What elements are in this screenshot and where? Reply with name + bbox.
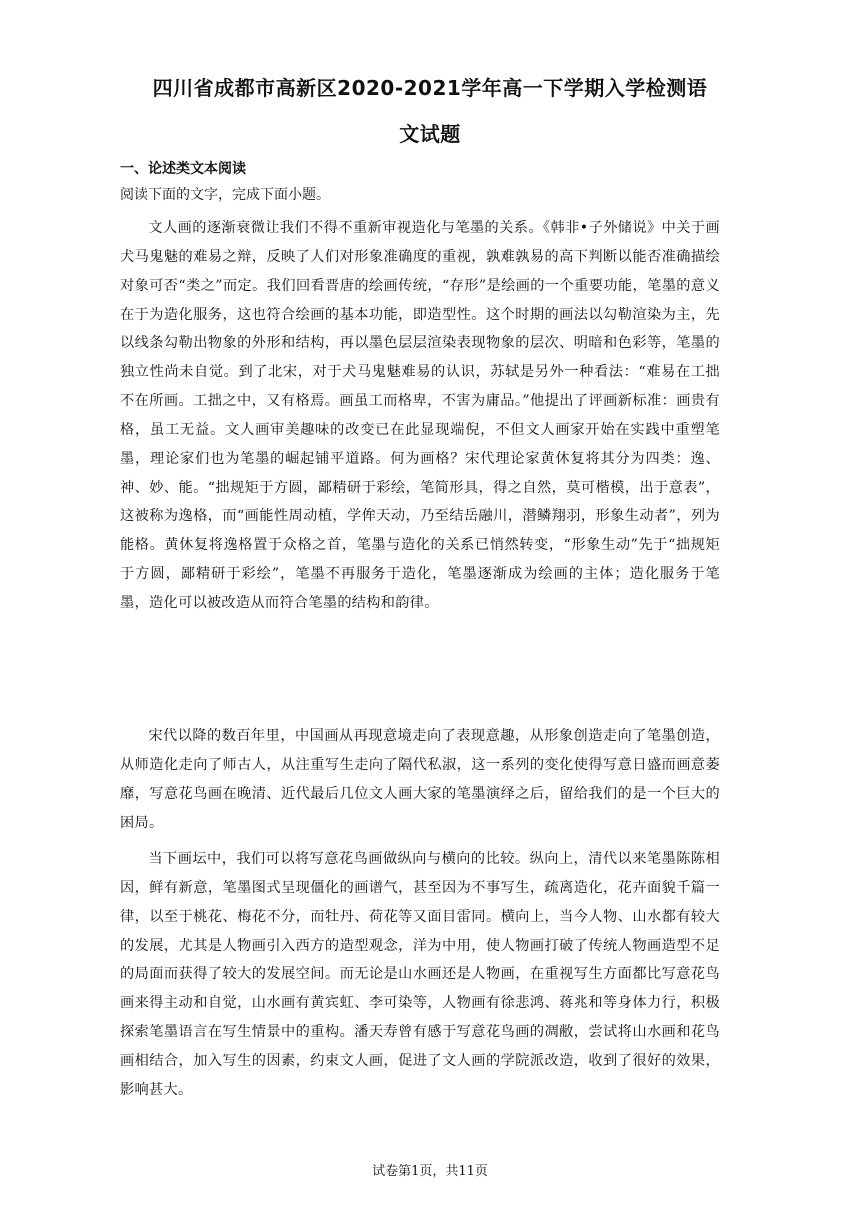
passage-paragraph-1: 文人画的逐渐衰微让我们不得不重新审视造化与笔墨的关系。《韩非•子外储说》中关于画犬马鬼魅的难易之辩，反映了人们对形象准确度的重视，孰难孰易的高下判断以能否准确描绘对象可否“类之”而定。我们回看晋唐的绘画传统，“存形”是绘画的一个重要功能，笔墨的意义在于为造化服务，这也符合绘画的基本功能，即造型性。这个时期的画法以勾勒渲染为主，先以线条勾勒出物象的外形和结构，再以墨色层层渲染表现物象的层次、明暗和色彩等，笔墨的独立性尚未自觉。到了北宋，对于犬马鬼魅难易的认识，苏轼是另外一种看法：“难易在工拙不在所画。工拙之中，又有格焉。画虽工而格卑，不害为庸品。”他提出了评画新标准：画贵有格，虽工无益。文人画审美趣味的改变已在此显现端倪，不但文人画家开始在实践中重塑笔墨，理论家们也为笔墨的崛起铺平道路。何为画格？宋代理论家黄休复将其分为四类：逸、神、妙、能。“拙规矩于方圆，鄙精研于彩绘，笔简形具，得之自然，莫可楷模，出于意表”，这被称为逸格，而“画能性周动植，学侔天动，乃至结岳融川，潜鳞翔羽，形象生动者”，列为能格。黄休复将逸格置于众格之首，笔墨与造化的关系已悄然转变，“形象生动”先于“拙规矩于方圆，鄙精研于彩绘”，笔墨不再服务于造化，笔墨逐渐成为绘画的主体；造化服务于笔墨，造化可以被改造从而符合笔墨的结构和韵律。 [120, 220, 720, 611]
section-heading: 一、论述类文本阅读 [120, 161, 246, 177]
passage-paragraph-3: 当下画坛中，我们可以将写意花鸟画做纵向与横向的比较。纵向上，清代以来笔墨陈陈相因，鲜有新意，笔墨图式呈现僵化的画谱气，甚至因为不事写生，疏离造化，花卉面貌千篇一律，以至于桃花、梅花不分，而牡丹、荷花等又面目雷同。横向上，当今人物、山水都有较大的发展，尤其是人物画引入西方的造型观念，洋为中用，使人物画打破了传统人物画造型不足的局面而获得了较大的发展空间。而无论是山水画还是人物画，在重视写生方面都比写意花鸟画来得主动和自觉，山水画有黄宾虹、李可染等，人物画有徐悲鸿、蒋兆和等身体力行，积极探索笔墨语言在写生情景中的重构。潘天寿曾有感于写意花鸟画的凋敝，尝试将山水画和花鸟画相结合，加入写生的因素，约束文人画，促进了文人画的学院派改造，收到了很好的效果，影响甚大。 [120, 851, 720, 1098]
exam-title-line-2: 文试题 [399, 122, 461, 146]
reading-instruction: 阅读下面的文字，完成下面小题。 [120, 187, 330, 203]
passage-paragraph-2: 宋代以降的数百年里，中国画从再现意境走向了表现意趣，从形象创造走向了笔墨创造，从师造化走向了师古人，从注重写生走向了隔代私淑，这一系列的变化使得写意日盛而画意萎靡，写意花鸟画在晚清、近代最后几位文人画大家的笔墨演绎之后，留给我们的是一个巨大的困局。 [120, 728, 720, 831]
exam-title-line-1: 四川省成都市高新区2020-2021学年高一下学期入学检测语 [152, 76, 708, 100]
page-footer: 试卷第1页，共11页 [372, 1164, 488, 1179]
